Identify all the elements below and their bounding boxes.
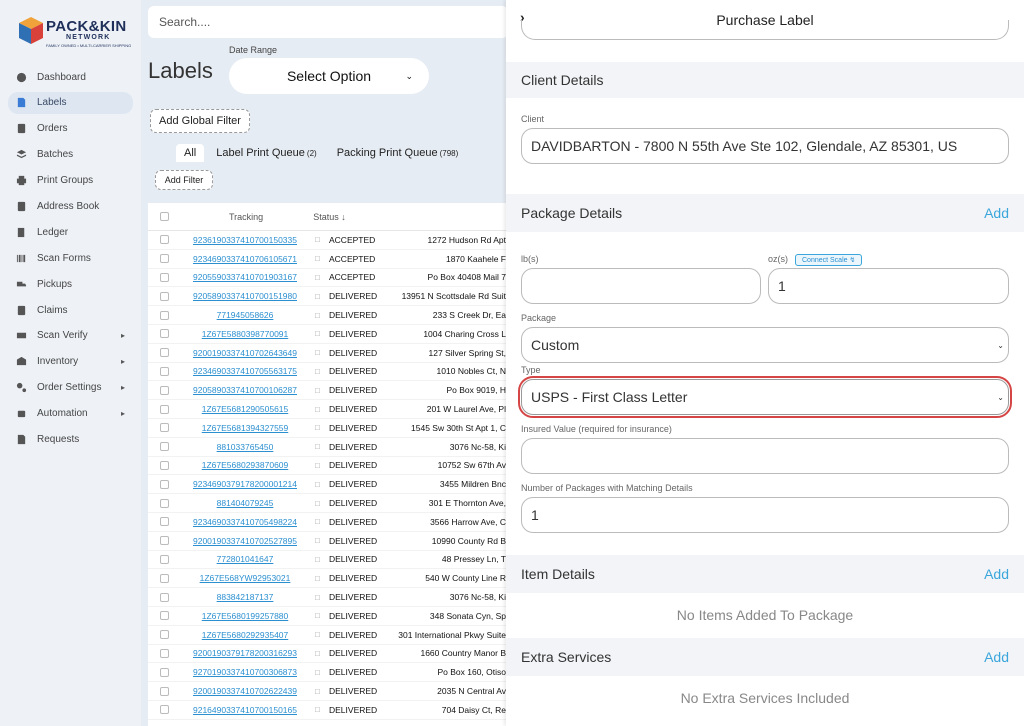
copy-icon[interactable]: □ bbox=[315, 611, 320, 621]
add-package-button[interactable]: Add bbox=[984, 205, 1009, 221]
sidebar-item-label: Orders bbox=[37, 123, 68, 135]
sidebar-item-automation[interactable] bbox=[8, 403, 133, 425]
address-text: 3566 Harrow Ave, C bbox=[430, 516, 506, 527]
tracking-link[interactable]: 9200190337410702622439 bbox=[192, 686, 297, 697]
address-text: 48 Pressey Ln, T bbox=[441, 554, 506, 565]
status-text: DELIVERED bbox=[329, 291, 378, 302]
copy-icon[interactable]: □ bbox=[315, 479, 320, 489]
sidebar-item-label: Requests bbox=[37, 433, 80, 445]
page-title: Labels bbox=[148, 58, 213, 83]
claims-icon bbox=[16, 305, 27, 316]
table-row[interactable] bbox=[148, 645, 508, 664]
tracking-link[interactable]: 9234690337410705563175 bbox=[192, 366, 297, 377]
row-checkbox[interactable] bbox=[160, 517, 169, 526]
row-checkbox[interactable] bbox=[160, 235, 169, 244]
logo-cube-icon bbox=[18, 16, 44, 46]
address-text: 1545 Sw 30th St Apt 1, C bbox=[411, 422, 506, 433]
package-details-section bbox=[506, 194, 1024, 232]
row-checkbox[interactable] bbox=[160, 292, 169, 301]
tab-count: (2) bbox=[306, 149, 317, 158]
row-checkbox[interactable] bbox=[160, 687, 169, 696]
tracking-link[interactable]: 9234690379178200001214 bbox=[192, 479, 297, 490]
sidebar-item-label: Claims bbox=[37, 304, 68, 316]
address-text: 3076 Nc-58, Ki bbox=[449, 441, 506, 452]
row-checkbox[interactable] bbox=[160, 536, 169, 545]
status-text: DELIVERED bbox=[329, 385, 378, 396]
table-row[interactable] bbox=[148, 626, 508, 645]
tracking-link[interactable]: 771945058626 bbox=[216, 310, 274, 321]
section-title: Extra Services bbox=[521, 649, 612, 665]
table-row[interactable] bbox=[148, 494, 508, 513]
address-text: Po Box 160, Otiso bbox=[437, 667, 506, 678]
address-book-icon bbox=[16, 201, 27, 212]
status-text: DELIVERED bbox=[329, 460, 378, 471]
status-text: DELIVERED bbox=[329, 610, 378, 621]
address-text: 540 W County Line R bbox=[425, 573, 506, 584]
sidebar-item-label: Pickups bbox=[37, 278, 73, 290]
table-row[interactable] bbox=[148, 269, 508, 288]
client-value: DAVIDBARTON - 7800 N 55th Ave Ste 102, Glendale, AZ 85301, US bbox=[531, 138, 958, 154]
status-text: DELIVERED bbox=[329, 404, 378, 415]
purchase-label-panel bbox=[506, 0, 1024, 726]
tracking-link[interactable]: 9205590337410701903167 bbox=[192, 272, 297, 283]
copy-icon[interactable]: □ bbox=[315, 348, 320, 358]
tab-label-print-queue[interactable] bbox=[208, 144, 324, 162]
table-row[interactable] bbox=[148, 457, 508, 476]
tracking-link[interactable]: 9234690337410705498224 bbox=[192, 516, 297, 527]
status-text: DELIVERED bbox=[329, 328, 378, 339]
tracking-link[interactable]: 772801041647 bbox=[216, 554, 274, 565]
table-row[interactable] bbox=[148, 231, 508, 250]
address-text: 1870 Kaahele F bbox=[445, 253, 506, 264]
sidebar-item-label: Scan Forms bbox=[37, 252, 91, 264]
package-select[interactable] bbox=[521, 327, 1009, 363]
package-value: Custom bbox=[531, 337, 580, 353]
labels-table bbox=[148, 203, 508, 726]
address-text: 348 Sonata Cyn, Sp bbox=[429, 610, 506, 621]
tracking-link[interactable]: 881404079245 bbox=[216, 498, 274, 509]
status-text: DELIVERED bbox=[329, 366, 378, 377]
status-text: ACCEPTED bbox=[329, 253, 376, 264]
row-checkbox[interactable] bbox=[160, 649, 169, 658]
row-checkbox[interactable] bbox=[160, 574, 169, 583]
status-text: DELIVERED bbox=[329, 422, 378, 433]
sidebar-item-address-book[interactable] bbox=[8, 195, 133, 217]
status-text: DELIVERED bbox=[329, 441, 378, 452]
table-row[interactable] bbox=[148, 701, 508, 720]
row-checkbox[interactable] bbox=[160, 705, 169, 714]
copy-icon[interactable]: □ bbox=[315, 291, 320, 301]
address-text: 301 E Thornton Ave, bbox=[428, 498, 506, 509]
table-row[interactable] bbox=[148, 475, 508, 494]
settings-icon bbox=[16, 382, 27, 393]
lbs-label: lb(s) bbox=[521, 254, 539, 264]
barcode-icon bbox=[16, 253, 27, 264]
table-row[interactable] bbox=[148, 551, 508, 570]
address-text: 3076 Nc-58, Ki bbox=[449, 592, 506, 603]
truck-icon bbox=[16, 279, 27, 290]
table-header bbox=[148, 203, 508, 231]
tab-count: (798) bbox=[439, 149, 459, 158]
package-label: Package bbox=[521, 313, 557, 323]
sidebar-item-label: Dashboard bbox=[37, 71, 86, 83]
copy-icon[interactable]: □ bbox=[315, 385, 320, 395]
num-packages-label: Number of Packages with Matching Details bbox=[521, 483, 693, 493]
sidebar-item-ledger[interactable] bbox=[8, 221, 133, 243]
table-row[interactable] bbox=[148, 607, 508, 626]
status-text: DELIVERED bbox=[329, 498, 378, 509]
copy-icon[interactable]: □ bbox=[315, 329, 320, 339]
panel-title: Purchase Label bbox=[716, 12, 814, 28]
copy-icon[interactable]: □ bbox=[315, 254, 320, 264]
client-field[interactable] bbox=[521, 128, 1009, 164]
lbs-field[interactable] bbox=[521, 268, 761, 304]
table-row[interactable] bbox=[148, 438, 508, 457]
copy-icon[interactable]: □ bbox=[315, 554, 320, 564]
tab-packing-print-queue[interactable] bbox=[329, 144, 467, 162]
search-input[interactable]: Search.... bbox=[148, 6, 508, 38]
table-row[interactable] bbox=[148, 381, 508, 400]
address-text: Po Box 40408 Mail 7 bbox=[427, 272, 506, 283]
table-row[interactable] bbox=[148, 287, 508, 306]
address-text: 1010 Nobles Ct, N bbox=[436, 366, 506, 377]
sidebar-item-print-groups[interactable] bbox=[8, 170, 133, 192]
collapse-panel-icon[interactable]: › bbox=[520, 9, 525, 25]
table-row[interactable] bbox=[148, 569, 508, 588]
sidebar-item-label: Print Groups bbox=[37, 175, 94, 187]
label-tabs bbox=[176, 144, 470, 162]
sidebar-item-label: Inventory bbox=[37, 356, 79, 368]
sidebar-item-label: Batches bbox=[37, 149, 74, 161]
copy-icon[interactable]: □ bbox=[315, 423, 320, 433]
row-checkbox[interactable] bbox=[160, 630, 169, 639]
sidebar-item-label: Automation bbox=[37, 408, 88, 420]
client-details-section bbox=[506, 62, 1024, 98]
tracking-link[interactable]: 9270190337410700306873 bbox=[192, 667, 297, 678]
insured-value-field[interactable] bbox=[521, 438, 1009, 474]
status-text: DELIVERED bbox=[329, 648, 378, 659]
row-checkbox[interactable] bbox=[160, 668, 169, 677]
status-text: ACCEPTED bbox=[329, 272, 376, 283]
ledger-icon bbox=[16, 227, 27, 238]
copy-icon[interactable]: □ bbox=[315, 686, 320, 696]
row-checkbox[interactable] bbox=[160, 442, 169, 451]
row-checkbox[interactable] bbox=[160, 386, 169, 395]
previous-field-bottom bbox=[521, 20, 1009, 40]
oz-label: oz(s) bbox=[768, 254, 788, 264]
sidebar-nav bbox=[8, 66, 133, 454]
tracking-link[interactable]: 9200190379178200316293 bbox=[192, 648, 297, 659]
copy-icon[interactable]: □ bbox=[315, 442, 320, 452]
tracking-link[interactable]: 9236190337410700150335 bbox=[192, 234, 297, 245]
table-row[interactable] bbox=[148, 419, 508, 438]
sidebar-item-labels[interactable] bbox=[8, 92, 133, 114]
tab-all[interactable] bbox=[176, 144, 204, 162]
requests-icon bbox=[16, 434, 27, 445]
tracking-link[interactable]: 1Z67E5680293870609 bbox=[201, 460, 289, 471]
sidebar bbox=[0, 0, 141, 726]
select-all-checkbox[interactable] bbox=[160, 212, 169, 221]
sidebar-item-label: Scan Verify bbox=[37, 330, 88, 342]
copy-icon[interactable]: □ bbox=[315, 592, 320, 602]
address-text: 1660 Country Manor B bbox=[420, 648, 506, 659]
brand-name: PACK&KIN bbox=[46, 18, 127, 35]
type-select[interactable] bbox=[521, 379, 1009, 415]
sidebar-item-dashboard[interactable] bbox=[8, 66, 133, 88]
sidebar-item-pickups[interactable] bbox=[8, 273, 133, 295]
table-row[interactable] bbox=[148, 306, 508, 325]
num-packages-value: 1 bbox=[531, 507, 539, 523]
tracking-link[interactable]: 1Z67E568YW92953021 bbox=[199, 573, 291, 584]
no-items-message: No Items Added To Package bbox=[676, 607, 854, 623]
num-packages-field[interactable] bbox=[521, 497, 1009, 533]
sidebar-item-claims[interactable] bbox=[8, 299, 133, 321]
status-text: ACCEPTED bbox=[329, 234, 376, 245]
section-title: Client Details bbox=[521, 72, 604, 88]
row-checkbox[interactable] bbox=[160, 367, 169, 376]
copy-icon[interactable]: □ bbox=[315, 235, 320, 245]
add-extra-service-button[interactable]: Add bbox=[984, 649, 1009, 665]
oz-field[interactable] bbox=[768, 268, 1009, 304]
label-icon bbox=[16, 97, 27, 108]
row-checkbox[interactable] bbox=[160, 254, 169, 263]
address-text: 201 W Laurel Ave, Pl bbox=[426, 404, 506, 415]
tracking-link[interactable]: 9205890337410700106287 bbox=[192, 385, 297, 396]
status-text: DELIVERED bbox=[329, 667, 378, 678]
tracking-link[interactable]: 9216490337410700150165 bbox=[192, 704, 297, 715]
tracking-link[interactable]: 883842187137 bbox=[216, 592, 274, 603]
chevron-right-icon: ▸ bbox=[120, 383, 125, 393]
copy-icon[interactable]: □ bbox=[315, 573, 320, 583]
status-text: DELIVERED bbox=[329, 686, 378, 697]
address-text: 10990 County Rd B bbox=[431, 535, 506, 546]
printer-icon bbox=[16, 175, 27, 186]
table-row[interactable] bbox=[148, 513, 508, 532]
address-text: 301 International Pkwy Suite bbox=[398, 629, 506, 640]
copy-icon[interactable]: □ bbox=[315, 705, 320, 715]
address-text: 127 Silver Spring St, bbox=[428, 347, 506, 358]
scan-verify-icon bbox=[16, 330, 27, 341]
row-checkbox[interactable] bbox=[160, 405, 169, 414]
add-global-filter-button[interactable]: Add Global Filter bbox=[150, 109, 250, 133]
copy-icon[interactable]: □ bbox=[315, 404, 320, 414]
sidebar-item-label: Address Book bbox=[37, 200, 100, 212]
status-text: DELIVERED bbox=[329, 347, 378, 358]
status-text: DELIVERED bbox=[329, 479, 378, 490]
type-value: USPS - First Class Letter bbox=[531, 389, 688, 405]
usb-icon: ↯ bbox=[849, 257, 856, 264]
copy-icon[interactable]: □ bbox=[315, 517, 320, 527]
copy-icon[interactable]: □ bbox=[315, 366, 320, 376]
row-checkbox[interactable] bbox=[160, 461, 169, 470]
sidebar-item-order-settings[interactable] bbox=[8, 377, 133, 399]
address-text: Po Box 9019, H bbox=[446, 385, 506, 396]
extra-services-section bbox=[506, 638, 1024, 676]
address-text: 233 S Creek Dr, Ea bbox=[432, 310, 506, 321]
tracking-link[interactable]: 1Z67E5681290505615 bbox=[201, 404, 289, 415]
chevron-down-icon: ⌄ bbox=[997, 392, 1004, 402]
row-checkbox[interactable] bbox=[160, 499, 169, 508]
address-text: 13951 N Scottsdale Rd Suit bbox=[401, 291, 506, 302]
column-header-tracking[interactable]: Tracking bbox=[229, 211, 264, 222]
row-checkbox[interactable] bbox=[160, 273, 169, 282]
chevron-right-icon: ▸ bbox=[120, 409, 125, 419]
status-text: DELIVERED bbox=[329, 704, 378, 715]
add-item-button[interactable]: Add bbox=[984, 566, 1009, 582]
status-text: DELIVERED bbox=[329, 629, 378, 640]
address-text: 704 Daisy Ct, Re bbox=[441, 704, 506, 715]
address-text: 10752 Sw 67th Av bbox=[437, 460, 506, 471]
item-details-section bbox=[506, 555, 1024, 593]
chevron-down-icon: ⌄ bbox=[997, 340, 1004, 350]
address-text: 2035 N Central Av bbox=[437, 686, 506, 697]
insured-value-label: Insured Value (required for insurance) bbox=[521, 424, 672, 434]
sidebar-item-label: Labels bbox=[37, 97, 67, 109]
robot-icon bbox=[16, 408, 27, 419]
sidebar-item-inventory[interactable] bbox=[8, 351, 133, 373]
section-title: Package Details bbox=[521, 205, 623, 221]
add-filter-button[interactable]: Add Filter bbox=[155, 170, 213, 190]
address-text: 1004 Charing Cross L bbox=[423, 328, 506, 339]
oz-value: 1 bbox=[778, 278, 786, 294]
column-header-status[interactable]: Status ↓ bbox=[313, 211, 346, 222]
copy-icon[interactable]: □ bbox=[315, 648, 320, 658]
sidebar-item-label: Ledger bbox=[37, 226, 69, 238]
copy-icon[interactable]: □ bbox=[315, 272, 320, 282]
copy-icon[interactable]: □ bbox=[315, 310, 320, 320]
date-range-select[interactable] bbox=[229, 58, 429, 94]
sidebar-item-orders[interactable] bbox=[8, 118, 133, 140]
table-row[interactable] bbox=[148, 250, 508, 269]
orders-icon bbox=[16, 123, 27, 134]
date-range-value: Select Option bbox=[286, 68, 372, 84]
inventory-icon bbox=[16, 356, 27, 367]
connect-scale-label: Connect Scale bbox=[802, 256, 848, 264]
row-checkbox[interactable] bbox=[160, 555, 169, 564]
tracking-link[interactable]: 9205890337410700151980 bbox=[192, 291, 297, 302]
section-title: Item Details bbox=[521, 566, 595, 582]
sidebar-item-requests[interactable] bbox=[8, 428, 133, 450]
status-text: DELIVERED bbox=[329, 573, 378, 584]
row-checkbox[interactable] bbox=[160, 311, 169, 320]
no-extra-services-message: No Extra Services Included bbox=[680, 690, 850, 706]
sidebar-item-scan-forms[interactable] bbox=[8, 247, 133, 269]
status-text: DELIVERED bbox=[329, 535, 378, 546]
status-text: DELIVERED bbox=[329, 592, 378, 603]
connect-scale-button[interactable] bbox=[795, 254, 862, 266]
tab-label: Label Print Queue bbox=[216, 147, 305, 159]
logo[interactable] bbox=[14, 14, 134, 54]
table-row[interactable] bbox=[148, 400, 508, 419]
row-checkbox[interactable] bbox=[160, 348, 169, 357]
row-checkbox[interactable] bbox=[160, 423, 169, 432]
brand-network: NETWORK bbox=[66, 34, 111, 41]
date-range-label: Date Range bbox=[229, 45, 278, 55]
chevron-right-icon: ▸ bbox=[120, 331, 125, 341]
row-checkbox[interactable] bbox=[160, 329, 169, 338]
row-checkbox[interactable] bbox=[160, 480, 169, 489]
type-label: Type bbox=[521, 365, 541, 375]
tracking-link[interactable]: 9200190337410702643649 bbox=[192, 347, 297, 358]
status-text: DELIVERED bbox=[329, 310, 378, 321]
table-row[interactable] bbox=[148, 532, 508, 551]
tab-label: All bbox=[184, 147, 197, 159]
table-row[interactable] bbox=[148, 344, 508, 363]
copy-icon[interactable]: □ bbox=[315, 498, 320, 508]
tracking-link[interactable]: 9200190337410702527895 bbox=[192, 535, 297, 546]
table-row[interactable] bbox=[148, 663, 508, 682]
tab-label: Packing Print Queue bbox=[336, 147, 438, 159]
sidebar-item-batches[interactable] bbox=[8, 144, 133, 166]
chevron-down-icon: ⌄ bbox=[405, 70, 413, 81]
tracking-link[interactable]: 1Z67E5680199257880 bbox=[201, 610, 289, 621]
table-row[interactable] bbox=[148, 325, 508, 344]
copy-icon[interactable]: □ bbox=[315, 667, 320, 677]
table-row[interactable] bbox=[148, 363, 508, 382]
sidebar-item-label: Order Settings bbox=[37, 382, 102, 394]
status-text: DELIVERED bbox=[329, 554, 378, 565]
brand-tagline: FAMILY OWNED • MULTI-CARRIER SHIPPING bbox=[46, 43, 132, 48]
row-checkbox[interactable] bbox=[160, 593, 169, 602]
chevron-right-icon: ▸ bbox=[120, 357, 125, 367]
copy-icon[interactable]: □ bbox=[315, 630, 320, 640]
address-text: 1272 Hudson Rd Apt bbox=[427, 234, 506, 245]
tracking-link[interactable]: 1Z67E5880398770091 bbox=[201, 328, 289, 339]
table-body bbox=[148, 231, 508, 720]
tracking-link[interactable]: 881033765450 bbox=[216, 441, 274, 452]
status-text: DELIVERED bbox=[329, 516, 378, 527]
row-checkbox[interactable] bbox=[160, 611, 169, 620]
tracking-link[interactable]: 9234690337410706105671 bbox=[192, 253, 297, 264]
address-text: 3455 Mildren Bnc bbox=[439, 479, 506, 490]
copy-icon[interactable]: □ bbox=[315, 536, 320, 546]
dashboard-icon bbox=[16, 72, 27, 83]
tracking-link[interactable]: 1Z67E5680292935407 bbox=[201, 629, 289, 640]
table-row[interactable] bbox=[148, 588, 508, 607]
copy-icon[interactable]: □ bbox=[315, 460, 320, 470]
client-label: Client bbox=[521, 114, 545, 124]
batches-icon bbox=[16, 149, 27, 160]
tracking-link[interactable]: 1Z67E5681394327559 bbox=[201, 422, 289, 433]
sidebar-item-scan-verify[interactable] bbox=[8, 325, 133, 347]
table-row[interactable] bbox=[148, 682, 508, 701]
